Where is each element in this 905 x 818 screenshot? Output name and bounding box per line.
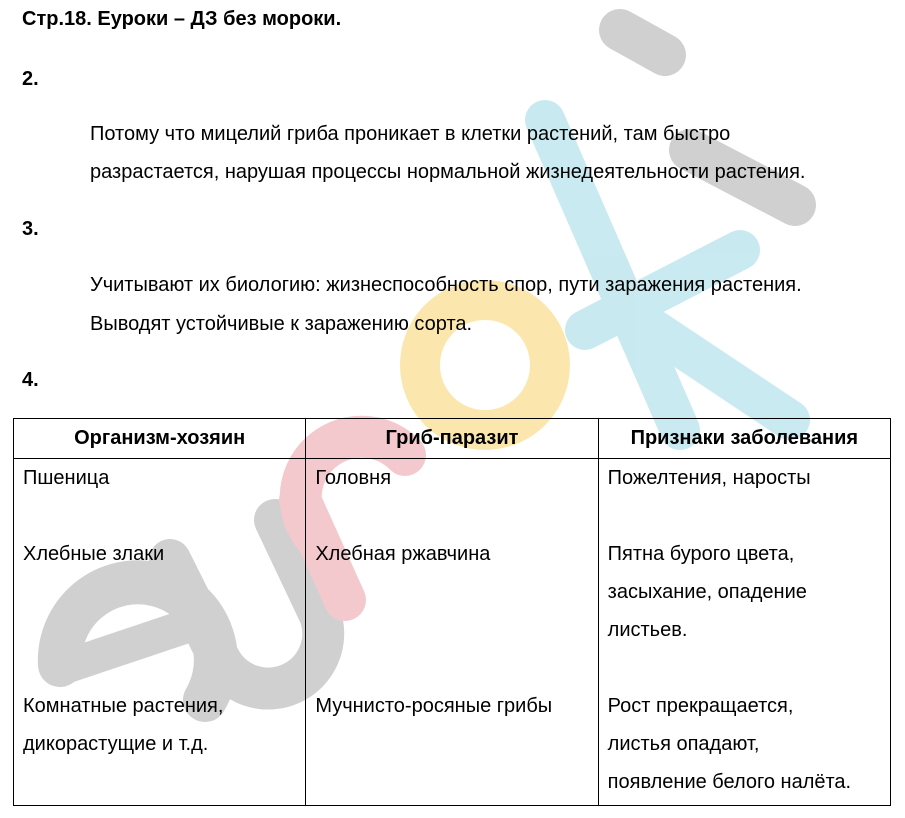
diseases-table <box>13 418 891 806</box>
cell-line: Пятна бурого цвета, <box>607 542 795 565</box>
cell-symptoms <box>598 687 890 806</box>
cell-line: Хлебная ржавчина <box>315 542 491 565</box>
cell-host <box>14 687 306 806</box>
cell-line: листьев. <box>607 618 688 641</box>
cell-line: Рост прекращается, <box>607 694 794 717</box>
cell-host <box>14 535 306 687</box>
cell-line: листья опадают, <box>607 732 760 755</box>
task-number-4: 4. <box>22 369 39 391</box>
cell-fungus <box>306 535 598 687</box>
task-3-answer-line-1: Учитывают их биологию: жизнеспособность спор, пути заражения растения. <box>90 274 802 296</box>
cell-line: появление белого налёта. <box>607 770 852 793</box>
task-number-3: 3. <box>22 218 39 240</box>
cell-line: Головня <box>315 467 392 489</box>
cell-line: Пожелтения, наросты <box>607 467 811 489</box>
cell-fungus <box>306 687 598 806</box>
table-row <box>14 459 891 535</box>
task-2-answer-line-1: Потому что мицелий гриба проникает в клетки растений, там быстро <box>90 123 731 145</box>
cell-line: Мучнисто-росяные грибы <box>315 694 553 717</box>
task-number-2: 2. <box>22 68 39 90</box>
table-row <box>14 535 891 687</box>
task-2-answer-line-2: разрастается, нарушая процессы нормальной жизнедеятельности растения. <box>90 161 806 183</box>
cell-symptoms <box>598 535 890 687</box>
cell-line: дикорастущие и т.д. <box>23 732 209 755</box>
header-symptoms: Признаки заболевания <box>598 419 890 459</box>
header-fungus: Гриб-паразит <box>306 419 598 459</box>
watermark-letter-i-dot <box>620 30 665 55</box>
task-3-answer-line-2: Выводят устойчивые к заражению сорта. <box>90 313 473 335</box>
cell-line: Хлебные злаки <box>23 542 165 565</box>
cell-line: засыхание, опадение <box>607 580 807 603</box>
cell-host <box>14 459 306 535</box>
cell-line: Пшеница <box>23 467 110 489</box>
table-row <box>14 687 891 806</box>
table-header-row <box>14 419 891 459</box>
cell-line: Комнатные растения, <box>23 694 224 717</box>
header-host: Организм-хозяин <box>14 419 306 459</box>
cell-fungus <box>306 459 598 535</box>
cell-symptoms <box>598 459 890 535</box>
page-title: Стр.18. Еуроки – ДЗ без мороки. <box>22 8 342 30</box>
